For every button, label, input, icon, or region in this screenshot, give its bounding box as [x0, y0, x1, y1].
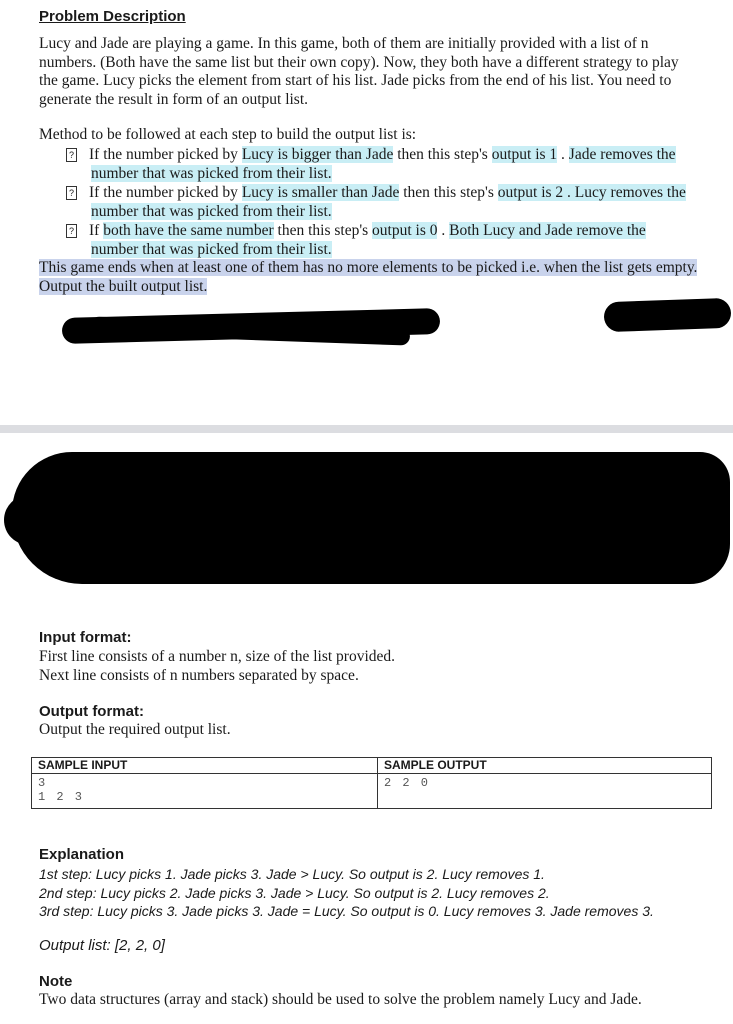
highlight: Jade removes the: [568, 146, 676, 163]
highlight: both have the same number: [103, 222, 274, 239]
input-format-heading: Input format:: [39, 629, 132, 646]
rule-text: If the number picked by: [89, 146, 242, 163]
explanation-line: 3rd step: Lucy picks 3. Jade picks 3. Jade = Lucy. So output is 0. Lucy removes 3. Jade removes 3.: [39, 903, 654, 919]
output-list: Output list: [2, 2, 0]: [39, 937, 165, 954]
highlight: output is 0: [372, 222, 438, 239]
rule-text: then this step's: [393, 146, 492, 163]
highlight: than Jade: [331, 146, 394, 163]
redaction-block: [12, 452, 730, 584]
highlight: Lucy is smaller than Jade: [241, 184, 400, 201]
missing-glyph-icon: ?: [66, 186, 77, 200]
note-heading: Note: [39, 973, 73, 990]
redaction-block: [4, 495, 84, 545]
note-line: Two data structures (array and stack) should be used to solve the problem namely Lucy and Jade.: [39, 991, 642, 1008]
highlight: number that was picked from their list.: [91, 240, 332, 258]
highlight: output is 1: [491, 146, 558, 163]
input-format-line: First line consists of a number n, size of the list provided.: [39, 648, 396, 665]
rule-3: [66, 222, 731, 259]
highlight: Both Lucy and Jade remove the: [449, 222, 646, 239]
method-intro: Method to be followed at each step to build the output list is:: [39, 126, 417, 143]
input-format-body: [39, 648, 395, 685]
ending-text: [39, 259, 729, 296]
highlight: number that was picked from their list.: [91, 202, 332, 220]
intro-line: numbers. (Both have the same list but their own copy). Now, they both have a different strategy to play: [39, 53, 679, 71]
explanation-body: [39, 865, 654, 921]
intro-line: generate the result in form of an output list.: [39, 90, 309, 108]
page-divider: [0, 425, 733, 433]
input-format-line: Next line consists of n numbers separated by space.: [39, 666, 359, 684]
rule-2: [66, 184, 731, 221]
redaction-scribble: [604, 298, 732, 332]
sample-output-header: SAMPLE OUTPUT: [378, 758, 712, 774]
problem-intro: [39, 35, 729, 109]
problem-heading: Problem Description: [39, 8, 186, 25]
sample-input-header: SAMPLE INPUT: [32, 758, 378, 774]
sample-input-cell: [32, 774, 378, 809]
highlight: number that was picked from their list.: [91, 164, 332, 182]
missing-glyph-icon: ?: [66, 148, 77, 162]
output-format-line: Output the required output list.: [39, 721, 231, 738]
table-row: [32, 758, 712, 774]
sample-input-line: 3: [38, 776, 48, 790]
intro-line: the game. Lucy picks the element from start of his list. Jade picks from the end of his list. You need to: [39, 72, 672, 89]
missing-glyph-icon: ?: [66, 224, 77, 238]
highlight: Lucy is bigger: [241, 146, 332, 163]
redaction-block: [660, 470, 730, 560]
rule-text: then this step's: [273, 222, 373, 239]
explanation-line: 1st step: Lucy picks 1. Jade picks 3. Jade > Lucy. So output is 2. Lucy removes 1.: [39, 866, 545, 882]
sample-output-line: 2 2 0: [384, 776, 431, 790]
rule-text: then this step's: [399, 184, 498, 201]
sample-input-line: 1 2 3: [38, 790, 85, 804]
intro-line: Lucy and Jade are playing a game. In this game, both of them are initially provided with a list of n: [39, 35, 649, 52]
rule-1: [66, 146, 731, 183]
sample-output-cell: [378, 774, 712, 809]
highlight: output is 2 . Lucy removes the: [497, 184, 686, 201]
output-format-heading: Output format:: [39, 703, 144, 720]
explanation-heading: Explanation: [39, 846, 125, 863]
rule-text: .: [437, 222, 450, 239]
ending-line: Output the built output list.: [39, 277, 208, 295]
rule-text: If: [89, 222, 104, 239]
ending-line: This game ends when at least one of them has no more elements to be picked i.e. when the list gets empty.: [39, 259, 698, 276]
sample-table: [31, 757, 712, 809]
rule-text: .: [557, 146, 569, 163]
explanation-line: 2nd step: Lucy picks 2. Jade picks 3. Jade > Lucy. So output is 2. Lucy removes 2.: [39, 884, 550, 901]
table-row: [32, 774, 712, 809]
rule-text: If the number picked by: [89, 184, 242, 201]
